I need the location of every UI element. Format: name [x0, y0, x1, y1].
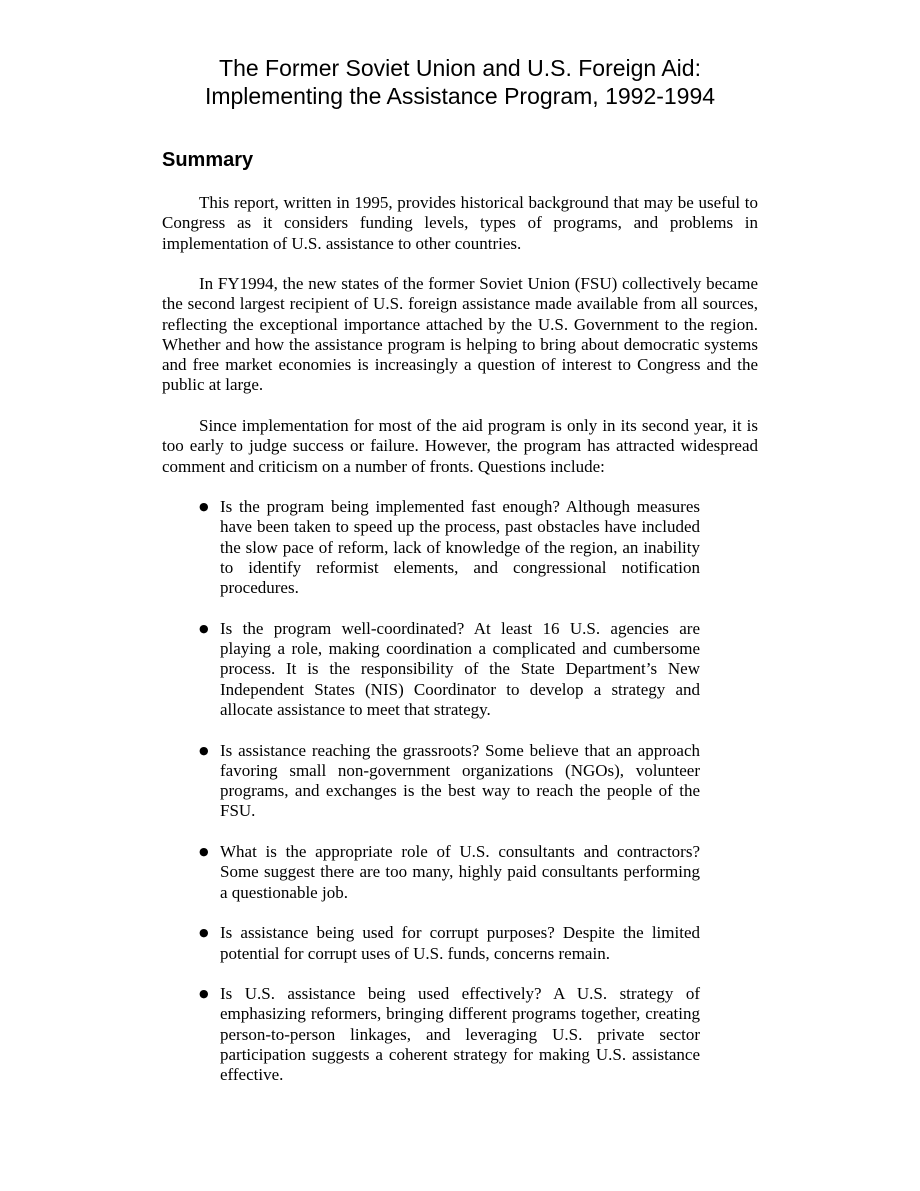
- list-item: [162, 923, 700, 964]
- list-item-text: Is assistance reaching the grassroots? Some believe that an approach favoring small non-government organizations (NGOs), volunteer programs, and exchanges is the best way to reach the people of the FSU.: [220, 740, 700, 821]
- list-item-text: Is assistance being used for corrupt purposes? Despite the limited potential for corrupt uses of U.S. funds, concerns remain.: [220, 923, 700, 963]
- list-item-text: Is U.S. assistance being used effectively? A U.S. strategy of emphasizing reformers, bringing different programs together, creating person-to-person linkages, and leveraging U.S. private sector participation suggests a coherent strategy for making U.S. assistance effective.: [220, 984, 700, 1085]
- bullet-icon: ●: [199, 845, 209, 859]
- title-line-2: Implementing the Assistance Program, 1992-1994: [204, 83, 716, 109]
- title-line-1: The Former Soviet Union and U.S. Foreign Aid:: [219, 55, 701, 81]
- list-item: [162, 497, 700, 598]
- questions-list: [162, 497, 758, 1106]
- document-title: [0, 54, 920, 110]
- paragraph-1: This report, written in 1995, provides historical background that may be useful to Congress as it considers funding levels, types of programs, and problems in implementation of U.S. assistance to other countries.: [162, 193, 758, 253]
- bullet-icon: ●: [199, 621, 209, 635]
- list-item-text: Is the program well-coordinated? At least 16 U.S. agencies are playing a role, making coordination a complicated and cumbersome process. It is the responsibility of the State Department’s New Independent States (NIS) Coordinator to develop a strategy and allocate assistance to meet that strategy.: [220, 618, 700, 719]
- bullet-icon: ●: [199, 743, 209, 757]
- paragraph-2: In FY1994, the new states of the former Soviet Union (FSU) collectively became the second largest recipient of U.S. foreign assistance made available from all sources, reflecting the exceptional importance attached by the U.S. Government to the region. Whether and how the assistance program is helping to bring about democratic systems and free market economies is increasingly a question of interest to Congress and the public at large.: [162, 274, 758, 395]
- bullet-icon: ●: [199, 926, 209, 940]
- bullet-icon: ●: [199, 987, 209, 1001]
- list-item-text: Is the program being implemented fast enough? Although measures have been taken to speed up the process, past obstacles have included the slow pace of reform, lack of knowledge of the region, an inability to identify reformist elements, and congressional notification procedures.: [220, 497, 700, 598]
- list-item: [162, 741, 700, 822]
- bullet-icon: ●: [199, 500, 209, 513]
- section-heading-summary: Summary: [162, 149, 254, 171]
- list-item: [162, 984, 700, 1085]
- paragraph-3: Since implementation for most of the aid program is only in its second year, it is too early to judge success or failure. However, the program has attracted widespread comment and criticism on a number of fronts. Questions include:: [162, 416, 758, 476]
- list-item-text: What is the appropriate role of U.S. consultants and contractors? Some suggest there are too many, highly paid consultants performing a questionable job.: [220, 842, 700, 902]
- list-item: [162, 619, 700, 720]
- list-item: [162, 842, 700, 903]
